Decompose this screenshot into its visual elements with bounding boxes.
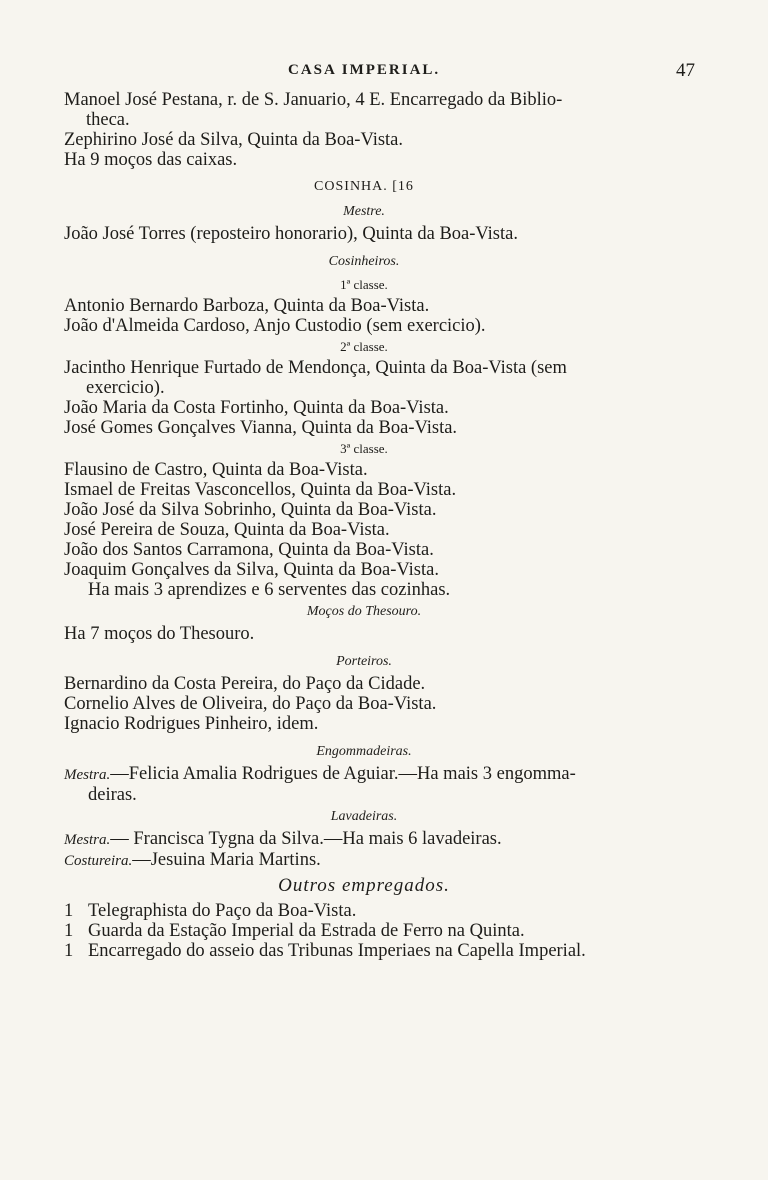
entry-mestre: João José Torres (reposteiro honorario), Quinta da Boa-Vista. xyxy=(64,224,518,244)
entry-line-continuation: deiras. xyxy=(88,785,137,805)
item-number: 1 xyxy=(64,921,74,941)
entry-line: Manoel José Pestana, r. de S. Januario, 4 E. Encarregado da Biblio- xyxy=(64,90,563,110)
subheading-thesouro: Moços do Thesouro. xyxy=(306,604,422,619)
subheading-porteiros: Porteiros. xyxy=(336,654,392,669)
entry-jacintho xyxy=(64,358,714,398)
subheading-mestre: Mestre. xyxy=(343,204,385,219)
subheading-engommadeiras: Engommadeiras. xyxy=(316,744,412,759)
item-number: 1 xyxy=(64,941,74,961)
list-item: Antonio Bernardo Barboza, Quinta da Boa-Vista. xyxy=(64,296,430,316)
list-item xyxy=(64,941,714,961)
page-content xyxy=(64,90,714,961)
list-item xyxy=(64,921,714,941)
subheading-lavadeiras: Lavadeiras. xyxy=(330,809,398,824)
class-label-1: 1ª classe. xyxy=(340,277,388,292)
list-item: Cornelio Alves de Oliveira, do Paço da Boa-Vista. xyxy=(64,694,437,714)
entry-lavadeiras xyxy=(64,829,714,850)
list-item: João Maria da Costa Fortinho, Quinta da Boa-Vista. xyxy=(64,398,449,418)
item-text: Encarregado do asseio das Tribunas Imperiaes na Capella Imperial. xyxy=(88,941,586,961)
page-number: 47 xyxy=(676,60,695,81)
list-item: João dos Santos Carramona, Quinta da Boa-Vista. xyxy=(64,540,434,560)
item-text: Guarda da Estação Imperial da Estrada de Ferro na Quinta. xyxy=(88,921,525,941)
list-item: Ignacio Rodrigues Pinheiro, idem. xyxy=(64,714,319,734)
entry-zephirino: Zephirino José da Silva, Quinta da Boa-Vista. xyxy=(64,130,404,150)
class-label-3: 3ª classe. xyxy=(340,441,388,456)
entry-line-continuation: theca. xyxy=(86,110,130,130)
list-item: Joaquim Gonçalves da Silva, Quinta da Boa-Vista. xyxy=(64,560,439,580)
item-text: Telegraphista do Paço da Boa-Vista. xyxy=(88,901,357,921)
entry-text: — Francisca Tygna da Silva.—Ha mais 6 lavadeiras. xyxy=(110,829,502,849)
costureira-label: Costureira. xyxy=(64,853,133,869)
list-item: José Gomes Gonçalves Vianna, Quinta da Boa-Vista. xyxy=(64,418,458,438)
entry-mocos-caixas: Ha 9 moços das caixas. xyxy=(64,150,238,170)
item-number: 1 xyxy=(64,901,74,921)
entry-aprendizes: Ha mais 3 aprendizes e 6 serventes das cozinhas. xyxy=(88,580,451,600)
list-item: João José da Silva Sobrinho, Quinta da Boa-Vista. xyxy=(64,500,437,520)
list-item: Flausino de Castro, Quinta da Boa-Vista. xyxy=(64,460,368,480)
mestra-label: Mestra. xyxy=(64,767,111,783)
section-heading-cosinha: COSINHA. [16 xyxy=(314,179,414,194)
list-item: José Pereira de Souza, Quinta da Boa-Vista. xyxy=(64,520,390,540)
list-item: Ismael de Freitas Vasconcellos, Quinta da Boa-Vista. xyxy=(64,480,457,500)
page-header xyxy=(0,62,768,86)
numbered-list xyxy=(64,901,714,961)
entry-line-continuation: exercicio). xyxy=(86,378,165,398)
entry-costureira xyxy=(64,850,714,871)
class-label-2: 2ª classe. xyxy=(340,339,388,354)
entry-thesouro: Ha 7 moços do Thesouro. xyxy=(64,624,255,644)
entry-text: —Jesuina Maria Martins. xyxy=(132,850,321,870)
subheading-cosinheiros: Cosinheiros. xyxy=(328,254,400,269)
subheading-outros: Outros empregados. xyxy=(278,875,450,896)
entry-text: —Felicia Amalia Rodrigues de Aguiar.—Ha mais 3 engomma- xyxy=(110,764,576,784)
list-item xyxy=(64,901,714,921)
mestra-label: Mestra. xyxy=(64,832,111,848)
entry-engommadeiras xyxy=(64,764,714,785)
entry-line: Jacintho Henrique Furtado de Mendonça, Quinta da Boa-Vista (sem xyxy=(64,358,567,378)
list-item: Bernardino da Costa Pereira, do Paço da Cidade. xyxy=(64,674,426,694)
running-title: CASA IMPERIAL. xyxy=(288,62,441,78)
entry-pestana xyxy=(64,90,714,130)
list-item: João d'Almeida Cardoso, Anjo Custodio (sem exercicio). xyxy=(64,316,486,336)
